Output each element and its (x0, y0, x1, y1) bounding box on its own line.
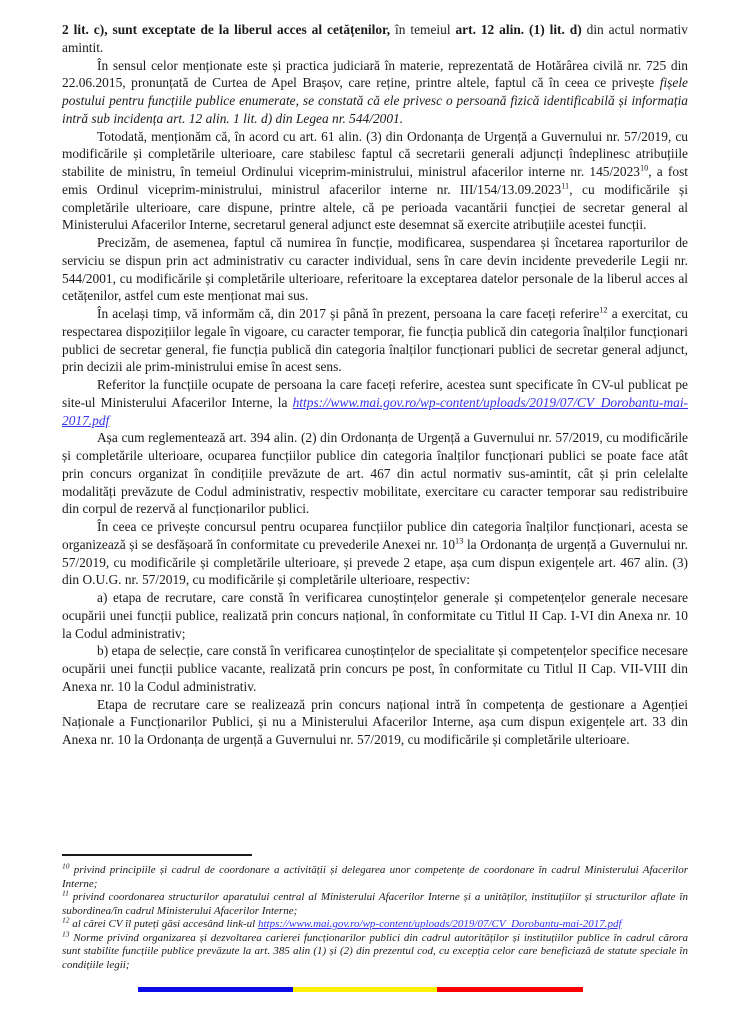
footnote-reference: 11 (561, 181, 570, 191)
text-run: privind coordonarea structurilor aparatului central al Ministerului Afacerilor Interne și a unităților, instituțiilor și structurilor aflate în subordinea/în cadrul Ministerului Afacerilor Interne; (62, 891, 688, 917)
text-run: privind principiile și cadrul de coordonare a activității și delegarea unor competențe de coordonare în cadrul Ministerului Afacerilor Interne; (62, 864, 688, 890)
text-run: , a fost emis Ordinul viceprim-ministrului, ministrul afacerilor interne nr. III/154/13.09.2023 (62, 164, 688, 197)
footnote-list (62, 861, 688, 972)
paragraph-6 (62, 376, 688, 429)
footnote-11 (62, 888, 688, 918)
footnote-number: 12 (62, 915, 70, 925)
romanian-flag-bar (138, 987, 583, 992)
paragraph-2 (62, 57, 688, 128)
text-run: al cărei CV îl puteți găsi accesând link-ul (69, 918, 258, 930)
text-run: la Ordonanța de urgență a Guvernului nr. 57/2019, cu modificările și completările ulterioare, și prevede 2 etape, așa cum dispun exigențele art. 467 alin. (3) din O.U.G. nr. 57/2019, cu modificările și completările ulterioare, respectiv: (62, 536, 688, 588)
paragraph-10 (62, 642, 688, 695)
text-run: a) etapa de recrutare, care constă în verificarea cunoștințelor generale și competențelor generale necesare ocupării unei funcții publice, realizată prin concurs național, în conformitate cu Titlul II Cap. I-VI din Anexa nr. 10 la Codul administrativ; (62, 590, 688, 641)
footnote-reference: 10 (639, 163, 649, 173)
paragraph-8 (62, 518, 688, 589)
text-run: Referitor la funcțiile ocupate de persoana la care faceți referire, acestea sunt specificate în CV-ul publicat pe site-ul Ministerului Afacerilor Interne, la (62, 377, 688, 410)
text-run: b) etapa de selecție, care constă în verificarea cunoștințelor de specialitate și competențelor specifice necesare ocupării unei funcții publice vacante, realizată prin concurs pe post, în conformitate cu Titlul II Cap. VII-VIII din Anexa nr. 10 la Codul administrativ. (62, 643, 688, 694)
footnote-10 (62, 861, 688, 891)
paragraph-5 (62, 305, 688, 376)
text-run: În același timp, vă informăm că, din 2017 și până în prezent, persoana la care faceți referire (97, 306, 600, 321)
footnote-13 (62, 928, 688, 973)
text-run: fișele postului pentru funcțiile publice enumerate, se constată că ele privesc o persoană fizică identificabilă și informația intră sub incidența art. 12 alin. 1 lit. d) din Legea nr. 544/2001. (62, 75, 688, 126)
paragraph-7 (62, 429, 688, 518)
footnote-12 (62, 915, 688, 932)
text-run: Așa cum reglementează art. 394 alin. (2) din Ordonanța de Urgență a Guvernului nr. 57/2019, cu modificările și completările ulterioare, ocuparea funcțiilor publice din categoria înalților funcționari publici se poate face atât prin concurs organizat în condițiile prevăzute de art. 467 din actul normativ sus-amintit, cât și prin celelalte modalități prevăzute de Codul administrativ, respectiv mobilitate, exercitare cu caracter temporar sau redistribuire din corpul de rezervă al funcționarilor publici. (62, 430, 688, 517)
document-body (62, 21, 688, 749)
text-run: în temeiul (390, 22, 456, 37)
text-run: , cu modificările și completările ulterioare, care dispune, printre altele, că pe perioada vacantării funcției de secretar general al Ministerului Afacerilor Interne, secretarul general adjunct este desemnat să exercite atribuțiile acestei funcții. (62, 181, 688, 233)
footnote-number: 13 (62, 928, 70, 938)
footnote-separator (62, 854, 252, 856)
flag-yellow-segment (293, 987, 437, 992)
hyperlink[interactable]: https://www.mai.gov.ro/wp-content/uploads/2019/07/CV_Dorobantu-mai-2017.pdf (62, 394, 688, 428)
text-run: Precizăm, de asemenea, faptul că numirea în funcție, modificarea, suspendarea și încetarea raporturilor de serviciu se dispun prin act administrativ cu caracter individual, sens în care devin incidente prevederile Legii nr. 544/2001, cu modificările și completările ulterioare, referitoare la exceptarea datelor personale de la liberul acces al cetățenilor, astfel cum este menționat mai sus. (62, 235, 688, 304)
footnote-reference: 13 (455, 536, 464, 546)
text-run: din actul normativ amintit. (62, 22, 688, 55)
hyperlink[interactable]: https://www.mai.gov.ro/wp-content/uploads/2019/07/CV_Dorobantu-mai-2017.pdf (257, 918, 622, 930)
text-run: Totodată, menționăm că, în acord cu art. 61 alin. (3) din Ordonanța de Urgență a Guvernului nr. 57/2019, cu modificările și completările ulterioare, care stabilesc faptul că secretarii generali adjuncți îndeplinesc atribuțiile stabilite de ministru, în temeiul Ordinului viceprim-ministrului, ministrul afacerilor interne nr. 145/2023 (62, 128, 688, 179)
text-run: Norme privind organizarea și dezvoltarea carierei funcționarilor publici din cadrul autorităților și instituțiilor publice în cadrul cărora sunt stabilite funcțiile publice prevăzute la art. 385 alin (1) și (2) din prezentul cod, cu excepția celor care beneficiază de statute speciale în condițiile legii; (62, 931, 688, 971)
flag-blue-segment (138, 987, 293, 992)
footnote-number: 10 (62, 861, 70, 871)
paragraph-9 (62, 589, 688, 642)
text-run: Etapa de recrutare care se realizează prin concurs național intră în competența de gestionare a Agenției Naționale a Funcționarilor Publici, și nu a Ministerului Afacerilor Interne, așa cum dispun exigențele art. 33 din Anexa nr. 10 la Ordonanța de urgență a Guvernului nr. 57/2019, cu modificările și completările ulterioare. (62, 696, 688, 747)
flag-red-segment (437, 987, 583, 992)
footnote-number: 11 (62, 888, 69, 898)
text-run: În ceea ce privește concursul pentru ocuparea funcțiilor publice din categoria înalților funcționari, acesta se organizează și se desfășoară în conformitate cu prevederile Anexei nr. 10 (62, 519, 688, 552)
paragraph-1 (62, 21, 688, 57)
text-run: a exercitat, cu respectarea dispozițiilor legale în vigoare, cu caracter temporar, fie funcția publică din categoria înalților funcționari publici de secretar general, fie funcția publică din categoria înalților funcționari publici de secretar general adjunct, prin decizii ale prim-ministrului emise în acest sens. (62, 306, 688, 375)
paragraph-4 (62, 234, 688, 305)
text-run: În sensul celor menționate este și practica judiciară în materie, reprezentată de Hotărârea civilă nr. 725 din 22.06.2015, pronunțată de Curtea de Apel Brașov, care reține, printre altele, faptul că în ceea ce privește (62, 57, 688, 91)
footnote-section (62, 854, 688, 972)
footnote-reference: 12 (599, 305, 608, 315)
paragraph-11 (62, 696, 688, 749)
text-run: 2 lit. c), sunt exceptate de la liberul acces al cetățenilor, (62, 22, 391, 37)
text-run: art. 12 alin. (1) lit. d) (455, 22, 582, 37)
paragraph-3 (62, 128, 688, 235)
